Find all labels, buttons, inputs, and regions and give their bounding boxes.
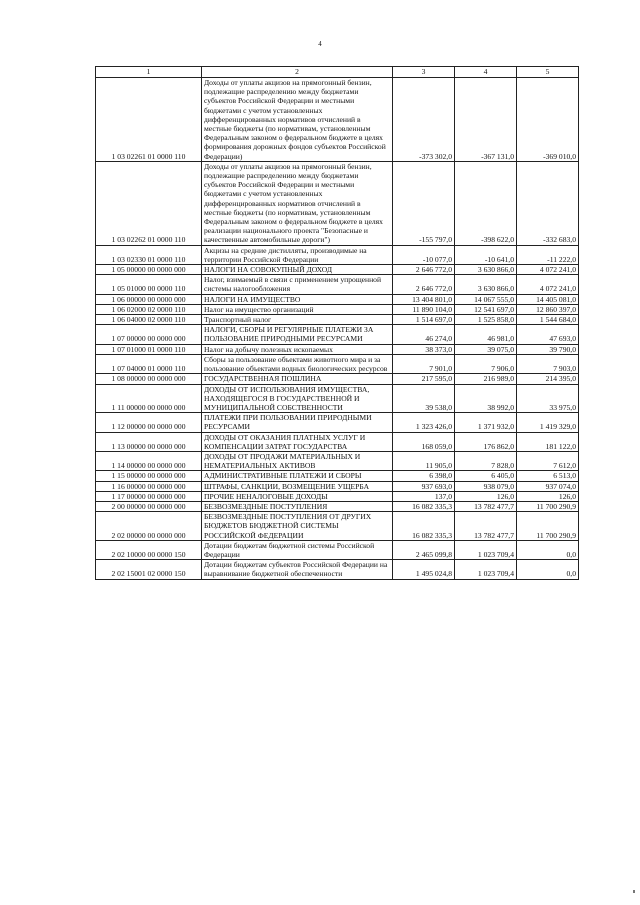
- amount-col4-cell: 176 862,0: [455, 432, 517, 451]
- table-row: [96, 432, 579, 451]
- amount-col3-cell: 7 901,0: [393, 354, 455, 373]
- table-row: [96, 491, 579, 501]
- amount-col5-cell: 1 419 329,0: [517, 413, 579, 432]
- amount-col5-cell: 937 074,0: [517, 481, 579, 491]
- description-cell: ДОХОДЫ ОТ ИСПОЛЬЗОВАНИЯ ИМУЩЕСТВА, НАХОДЯЩЕГОСЯ В ГОСУДАРСТВЕННОЙ И МУНИЦИПАЛЬНОЙ СОБСТВЕННОСТИ: [202, 384, 393, 413]
- budget-code-cell: 1 08 00000 00 0000 000: [96, 374, 202, 384]
- amount-col4-cell: 13 782 477,7: [455, 501, 517, 511]
- amount-col3-cell: 137,0: [393, 491, 455, 501]
- description-cell: НАЛОГИ НА СОВОКУПНЫЙ ДОХОД: [202, 265, 393, 275]
- description-cell: Доходы от уплаты акцизов на прямогонный бензин, подлежащие распределению между бюджетами субъектов Российской Федерации и местными бюджетами с учетом установленных дифференцированных нормативов отчислений в местные бюджеты (по нормативам, установленным Федеральным законом о федеральном бюджете в целях формирования дорожных фондов субъектов Российской Федерации): [202, 78, 393, 162]
- amount-col3-cell: 2 646 772,0: [393, 275, 455, 294]
- amount-col4-cell: 3 630 866,0: [455, 265, 517, 275]
- table-row: [96, 304, 579, 314]
- amount-col3-cell: 2 465 099,8: [393, 540, 455, 559]
- table-row: [96, 413, 579, 432]
- budget-code-cell: 1 03 02262 01 0000 110: [96, 161, 202, 245]
- amount-col5-cell: 7 612,0: [517, 451, 579, 470]
- table-row: [96, 512, 579, 541]
- amount-col5-cell: 39 790,0: [517, 344, 579, 354]
- amount-col4-cell: 6 405,0: [455, 471, 517, 481]
- description-cell: Налог, взимаемый в связи с применением упрощенной системы налогообложения: [202, 275, 393, 294]
- amount-col5-cell: -332 683,0: [517, 161, 579, 245]
- amount-col3-cell: -373 302,0: [393, 78, 455, 162]
- amount-col5-cell: 33 975,0: [517, 384, 579, 413]
- amount-col5-cell: 0,0: [517, 540, 579, 559]
- table-row: [96, 294, 579, 304]
- amount-col3-cell: 1 323 426,0: [393, 413, 455, 432]
- description-cell: НАЛОГИ НА ИМУЩЕСТВО: [202, 294, 393, 304]
- amount-col3-cell: 6 398,0: [393, 471, 455, 481]
- budget-revenue-table: [95, 66, 579, 580]
- column-header: 4: [455, 67, 517, 78]
- budget-code-cell: 2 00 00000 00 0000 000: [96, 501, 202, 511]
- budget-code-cell: 1 06 04000 02 0000 110: [96, 315, 202, 325]
- table-header-row: [96, 67, 579, 78]
- amount-col3-cell: 937 693,0: [393, 481, 455, 491]
- amount-col5-cell: -369 010,0: [517, 78, 579, 162]
- amount-col5-cell: 47 693,0: [517, 325, 579, 344]
- amount-col3-cell: 1 514 697,0: [393, 315, 455, 325]
- description-cell: Налог на добычу полезных ископаемых: [202, 344, 393, 354]
- amount-col4-cell: 12 541 697,0: [455, 304, 517, 314]
- amount-col4-cell: -10 641,0: [455, 245, 517, 264]
- amount-col3-cell: 2 646 772,0: [393, 265, 455, 275]
- description-cell: Налог на имущество организаций: [202, 304, 393, 314]
- amount-col5-cell: 11 700 290,9: [517, 512, 579, 541]
- description-cell: БЕЗВОЗМЕЗДНЫЕ ПОСТУПЛЕНИЯ ОТ ДРУГИХ БЮДЖЕТОВ БЮДЖЕТНОЙ СИСТЕМЫ РОССИЙСКОЙ ФЕДЕРАЦИИ: [202, 512, 393, 541]
- table-row: [96, 501, 579, 511]
- budget-code-cell: 2 02 10000 00 0000 150: [96, 540, 202, 559]
- table-row: [96, 560, 579, 579]
- budget-code-cell: 1 05 00000 00 0000 000: [96, 265, 202, 275]
- table-row: [96, 325, 579, 344]
- table-row: [96, 471, 579, 481]
- amount-col4-cell: 1 371 932,0: [455, 413, 517, 432]
- table-row: [96, 161, 579, 245]
- budget-code-cell: 1 13 00000 00 0000 000: [96, 432, 202, 451]
- table-row: [96, 481, 579, 491]
- table-row: [96, 344, 579, 354]
- budget-code-cell: 1 03 02330 01 0000 110: [96, 245, 202, 264]
- page-edge-mark: [633, 890, 635, 893]
- amount-col4-cell: 3 630 866,0: [455, 275, 517, 294]
- amount-col4-cell: 39 075,0: [455, 344, 517, 354]
- amount-col3-cell: 11 905,0: [393, 451, 455, 470]
- amount-col3-cell: 39 538,0: [393, 384, 455, 413]
- budget-code-cell: 1 06 02000 02 0000 110: [96, 304, 202, 314]
- budget-code-cell: 1 06 00000 00 0000 000: [96, 294, 202, 304]
- column-header: 3: [393, 67, 455, 78]
- amount-col4-cell: 7 906,0: [455, 354, 517, 373]
- column-header: 1: [96, 67, 202, 78]
- description-cell: Дотации бюджетам субъектов Российской Федерации на выравнивание бюджетной обеспеченности: [202, 560, 393, 579]
- amount-col3-cell: 16 082 335,3: [393, 512, 455, 541]
- column-header: 5: [517, 67, 579, 78]
- amount-col4-cell: -367 131,0: [455, 78, 517, 162]
- description-cell: ПЛАТЕЖИ ПРИ ПОЛЬЗОВАНИИ ПРИРОДНЫМИ РЕСУРСАМИ: [202, 413, 393, 432]
- description-cell: АДМИНИСТРАТИВНЫЕ ПЛАТЕЖИ И СБОРЫ: [202, 471, 393, 481]
- table-row: [96, 315, 579, 325]
- description-cell: ГОСУДАРСТВЕННАЯ ПОШЛИНА: [202, 374, 393, 384]
- description-cell: Доходы от уплаты акцизов на прямогонный бензин, подлежащие распределению между бюджетами субъектов Российской Федерации и местными бюджетами с учетом установленных дифференцированных нормативов отчислений в местные бюджеты (по нормативам, установленным Федеральным законом о федеральном бюджете в целях реализации национального проекта "Безопасные и качественные автомобильные дороги"): [202, 161, 393, 245]
- column-header: 2: [202, 67, 393, 78]
- amount-col5-cell: 1 544 684,0: [517, 315, 579, 325]
- table-row: [96, 384, 579, 413]
- budget-code-cell: 1 07 00000 00 0000 000: [96, 325, 202, 344]
- amount-col5-cell: 181 122,0: [517, 432, 579, 451]
- amount-col5-cell: 4 072 241,0: [517, 265, 579, 275]
- table-row: [96, 374, 579, 384]
- budget-code-cell: 1 05 01000 00 0000 110: [96, 275, 202, 294]
- amount-col3-cell: 217 595,0: [393, 374, 455, 384]
- amount-col4-cell: 126,0: [455, 491, 517, 501]
- description-cell: ДОХОДЫ ОТ ПРОДАЖИ МАТЕРИАЛЬНЫХ И НЕМАТЕРИАЛЬНЫХ АКТИВОВ: [202, 451, 393, 470]
- amount-col3-cell: -10 077,0: [393, 245, 455, 264]
- amount-col4-cell: 14 067 555,0: [455, 294, 517, 304]
- table-row: [96, 540, 579, 559]
- amount-col4-cell: 1 023 709,4: [455, 560, 517, 579]
- budget-code-cell: 2 02 15001 02 0000 150: [96, 560, 202, 579]
- budget-code-cell: 1 12 00000 00 0000 000: [96, 413, 202, 432]
- table-row: [96, 451, 579, 470]
- amount-col4-cell: 1 525 858,0: [455, 315, 517, 325]
- amount-col4-cell: 1 023 709,4: [455, 540, 517, 559]
- amount-col3-cell: 11 890 104,0: [393, 304, 455, 314]
- budget-code-cell: 1 15 00000 00 0000 000: [96, 471, 202, 481]
- description-cell: НАЛОГИ, СБОРЫ И РЕГУЛЯРНЫЕ ПЛАТЕЖИ ЗА ПОЛЬЗОВАНИЕ ПРИРОДНЫМИ РЕСУРСАМИ: [202, 325, 393, 344]
- amount-col5-cell: 12 860 397,0: [517, 304, 579, 314]
- description-cell: Дотации бюджетам бюджетной системы Российской Федерации: [202, 540, 393, 559]
- table-row: [96, 245, 579, 264]
- description-cell: ДОХОДЫ ОТ ОКАЗАНИЯ ПЛАТНЫХ УСЛУГ И КОМПЕНСАЦИИ ЗАТРАТ ГОСУДАРСТВА: [202, 432, 393, 451]
- amount-col5-cell: 7 903,0: [517, 354, 579, 373]
- amount-col3-cell: 168 059,0: [393, 432, 455, 451]
- table-row: [96, 354, 579, 373]
- amount-col3-cell: 1 495 024,8: [393, 560, 455, 579]
- budget-code-cell: 1 14 00000 00 0000 000: [96, 451, 202, 470]
- amount-col4-cell: 46 981,0: [455, 325, 517, 344]
- description-cell: ШТРАФЫ, САНКЦИИ, ВОЗМЕЩЕНИЕ УЩЕРБА: [202, 481, 393, 491]
- amount-col5-cell: 0,0: [517, 560, 579, 579]
- budget-code-cell: 1 07 01000 01 0000 110: [96, 344, 202, 354]
- budget-code-cell: 1 03 02261 01 0000 110: [96, 78, 202, 162]
- amount-col5-cell: 6 513,0: [517, 471, 579, 481]
- amount-col4-cell: -398 622,0: [455, 161, 517, 245]
- amount-col5-cell: 11 700 290,9: [517, 501, 579, 511]
- amount-col3-cell: 16 082 335,3: [393, 501, 455, 511]
- budget-code-cell: 1 16 00000 00 0000 000: [96, 481, 202, 491]
- amount-col4-cell: 38 992,0: [455, 384, 517, 413]
- description-cell: Сборы за пользование объектами животного мира и за пользование объектами водных биологических ресурсов: [202, 354, 393, 373]
- amount-col4-cell: 7 828,0: [455, 451, 517, 470]
- amount-col4-cell: 13 782 477,7: [455, 512, 517, 541]
- amount-col3-cell: 38 373,0: [393, 344, 455, 354]
- page-number: 4: [318, 40, 322, 48]
- amount-col5-cell: 4 072 241,0: [517, 275, 579, 294]
- budget-code-cell: 1 17 00000 00 0000 000: [96, 491, 202, 501]
- table-row: [96, 78, 579, 162]
- amount-col4-cell: 216 989,0: [455, 374, 517, 384]
- amount-col5-cell: 214 395,0: [517, 374, 579, 384]
- amount-col3-cell: 13 404 801,0: [393, 294, 455, 304]
- amount-col4-cell: 938 079,0: [455, 481, 517, 491]
- budget-code-cell: 1 11 00000 00 0000 000: [96, 384, 202, 413]
- description-cell: БЕЗВОЗМЕЗДНЫЕ ПОСТУПЛЕНИЯ: [202, 501, 393, 511]
- amount-col5-cell: 126,0: [517, 491, 579, 501]
- amount-col5-cell: 14 405 081,0: [517, 294, 579, 304]
- table-row: [96, 275, 579, 294]
- description-cell: Акцизы на средние дистилляты, производимые на территории Российской Федерации: [202, 245, 393, 264]
- amount-col5-cell: -11 222,0: [517, 245, 579, 264]
- description-cell: ПРОЧИЕ НЕНАЛОГОВЫЕ ДОХОДЫ: [202, 491, 393, 501]
- table-row: [96, 265, 579, 275]
- budget-code-cell: 1 07 04000 01 0000 110: [96, 354, 202, 373]
- amount-col3-cell: -155 797,0: [393, 161, 455, 245]
- description-cell: Транспортный налог: [202, 315, 393, 325]
- amount-col3-cell: 46 274,0: [393, 325, 455, 344]
- budget-code-cell: 2 02 00000 00 0000 000: [96, 512, 202, 541]
